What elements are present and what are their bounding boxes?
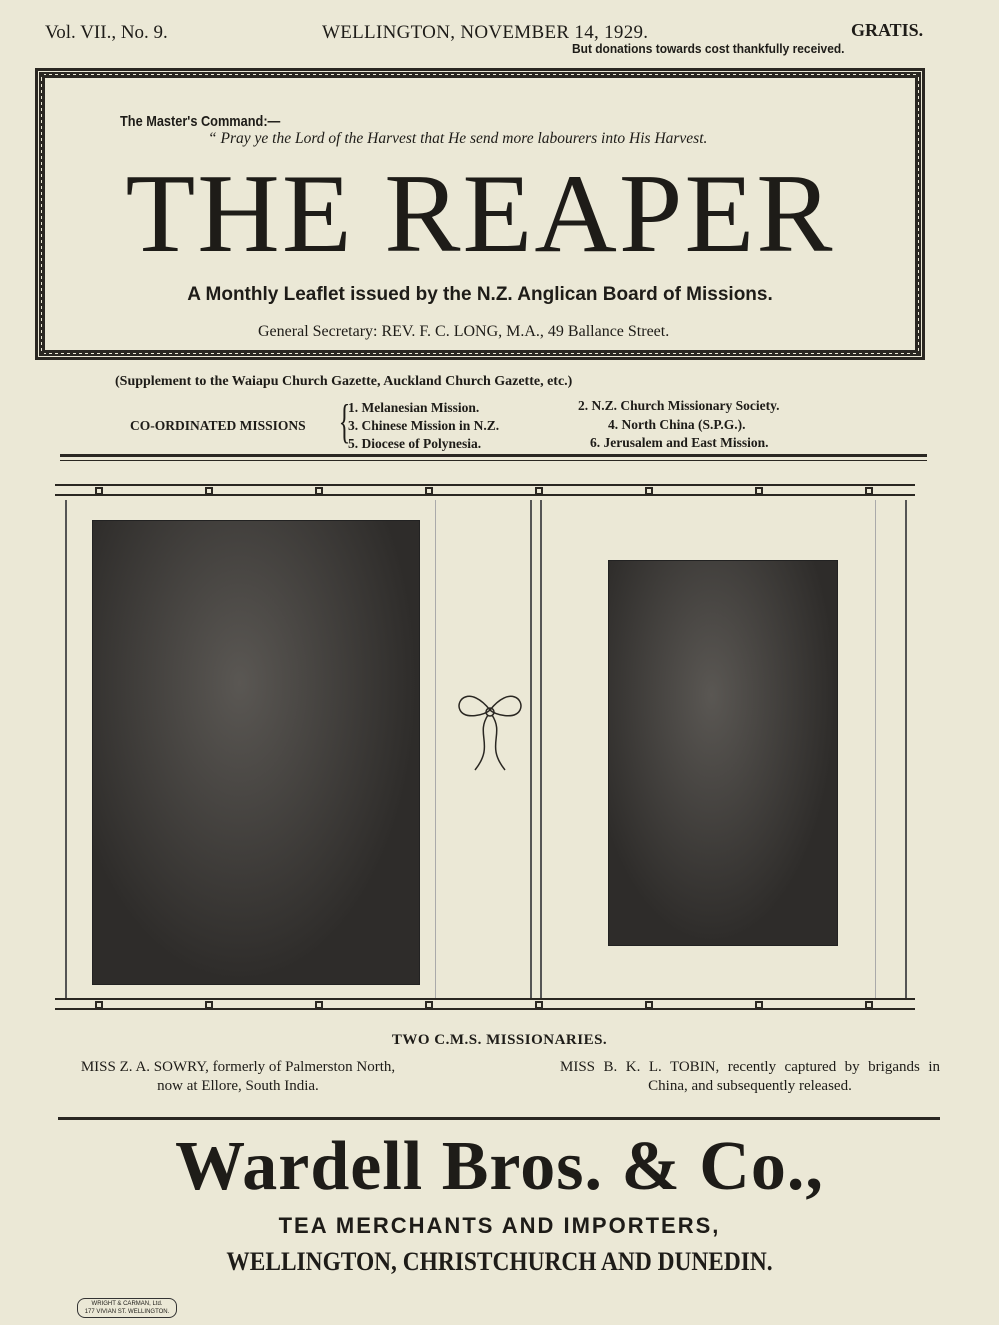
scripture-quote: “ Pray ye the Lord of the Harvest that He send more labourers into His Harvest. bbox=[208, 130, 708, 147]
price: GRATIS. bbox=[851, 20, 924, 40]
frame-line bbox=[875, 500, 876, 998]
mission-item: 3. Chinese Mission in N.Z. bbox=[348, 418, 500, 433]
caption-right: MISS B. K. L. TOBIN, recently captured by brigands in China, and subsequently released. bbox=[560, 1059, 940, 1094]
frame-line bbox=[530, 500, 532, 998]
missions-label: CO-ORDINATED MISSIONS bbox=[130, 418, 306, 433]
divider bbox=[60, 454, 927, 461]
ribbon-ornament-icon bbox=[455, 685, 525, 775]
dateline: WELLINGTON, NOVEMBER 14, 1929. bbox=[322, 22, 649, 43]
volume-number: Vol. VII., No. 9. bbox=[45, 22, 168, 43]
mission-item: 1. Melanesian Mission. bbox=[348, 400, 480, 415]
divider bbox=[58, 1117, 940, 1120]
command-label: The Master's Command:— bbox=[120, 113, 281, 130]
mission-item: 2. N.Z. Church Missionary Society. bbox=[578, 398, 780, 413]
supplement-note: (Supplement to the Waiapu Church Gazette, Auckland Church Gazette, etc.) bbox=[115, 374, 573, 389]
frame-top-border bbox=[55, 484, 915, 496]
mission-item: 5. Diocese of Polynesia. bbox=[348, 436, 482, 451]
caption-left: MISS Z. A. SOWRY, formerly of Palmerston North, now at Ellore, South India. bbox=[80, 1059, 396, 1094]
frame-line bbox=[905, 500, 907, 998]
general-secretary: General Secretary: REV. F. C. LONG, M.A., 49 Ballance Street. bbox=[258, 323, 670, 340]
portrait-tobin bbox=[608, 560, 838, 946]
donations-note: But donations towards cost thankfully received. bbox=[572, 41, 845, 56]
publication-title: THE REAPER bbox=[125, 152, 835, 276]
mission-item: 6. Jerusalem and East Mission. bbox=[590, 435, 769, 450]
frame-line bbox=[435, 500, 436, 998]
portrait-sowry bbox=[92, 520, 420, 985]
caption-heading: TWO C.M.S. MISSIONARIES. bbox=[391, 1032, 608, 1048]
mission-item: 4. North China (S.P.G.). bbox=[608, 417, 746, 432]
brace-decoration: { bbox=[338, 395, 351, 448]
printer-name: WRIGHT & CARMAN, Ltd. bbox=[91, 1301, 163, 1307]
subtitle: A Monthly Leaflet issued by the N.Z. Anglican Board of Missions. bbox=[187, 284, 773, 305]
advert-line-2: WELLINGTON, CHRISTCHURCH AND DUNEDIN. bbox=[226, 1247, 773, 1276]
printer-address: 177 VIVIAN ST. WELLINGTON. bbox=[84, 1309, 170, 1315]
advert-company-name: Wardell Bros. & Co., bbox=[175, 1128, 824, 1205]
advert-line-1: TEA MERCHANTS AND IMPORTERS, bbox=[278, 1213, 721, 1238]
printer-imprint bbox=[77, 1298, 177, 1318]
frame-line bbox=[540, 500, 542, 998]
frame-line bbox=[65, 500, 67, 998]
frame-bottom-border bbox=[55, 998, 915, 1010]
